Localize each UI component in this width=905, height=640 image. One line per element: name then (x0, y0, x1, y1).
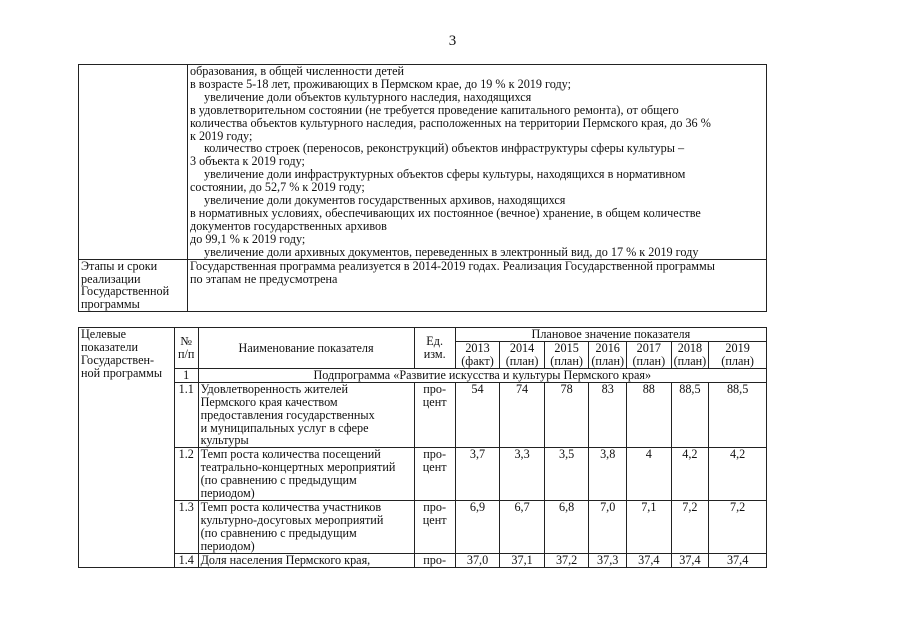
row-name-line: театрально-концертных мероприятий (200, 460, 396, 475)
row-value: 7,0 (589, 500, 627, 553)
row-value: 88 (627, 382, 672, 448)
row-unit-line: про- (423, 552, 447, 567)
stages-label-line: программы (81, 297, 140, 312)
goal-label-line: Государствен- (81, 352, 155, 367)
goal-label-cell (79, 328, 175, 568)
row-unit (414, 553, 455, 567)
row-no: 1.1 (174, 382, 198, 448)
goals-line: увеличение доли инфраструктурных объектов сферы культуры, находящихся в нормативном (204, 167, 686, 182)
table-row (79, 382, 767, 448)
goals-line: в нормативных условиях, обеспечивающих их постоянное (вечное) хранение, в общем количестве (190, 205, 701, 220)
table-row (79, 448, 767, 501)
stages-label-cell (79, 259, 188, 312)
row-no: 1.3 (174, 500, 198, 553)
indicators-table (78, 327, 767, 568)
row-name-line: периодом) (200, 538, 255, 553)
row-unit (414, 500, 455, 553)
year-label: 2018 (677, 340, 703, 355)
row-name-line: (по сравнению с предыдущим (200, 525, 357, 540)
stages-text-cell (188, 259, 767, 312)
goals-line: увеличение доли документов государственных архивов, находящихся (204, 193, 566, 208)
year-note: (план) (591, 353, 625, 368)
row-value: 4,2 (671, 448, 709, 501)
year-header (589, 341, 627, 368)
header-unit-line: изм. (423, 346, 446, 361)
row-value: 3,5 (544, 448, 589, 501)
year-header (455, 341, 500, 368)
goal-label-line: Целевые (81, 327, 127, 341)
year-note: (план) (550, 353, 583, 368)
goals-line: до 99,1 % к 2019 году; (190, 231, 306, 246)
year-header (627, 341, 672, 368)
year-header (500, 341, 545, 368)
year-label: 2014 (509, 340, 535, 355)
stages-text-line: по этапам не предусмотрена (190, 271, 338, 286)
header-unit-line: Ед. (426, 334, 443, 349)
goals-line: увеличение доли объектов культурного наследия, находящихся (204, 89, 532, 104)
goals-line: 3 объекта к 2019 году; (190, 154, 305, 169)
row-unit-line: про- (423, 381, 447, 396)
year-label: 2015 (554, 340, 579, 355)
stages-label-line: Этапы и сроки (81, 258, 158, 273)
row-name-line: Темп роста количества участников (200, 499, 382, 514)
row-unit-line: про- (423, 499, 447, 514)
row-name-line: культурно-досуговых мероприятий (200, 512, 384, 527)
row-unit (414, 448, 455, 501)
goal-label-line: ной программы (81, 365, 163, 380)
header-row-1 (79, 328, 767, 342)
goals-line: состоянии, до 52,7 % к 2019 году; (190, 180, 365, 195)
table-row (79, 500, 767, 553)
row-value: 6,7 (500, 500, 545, 553)
row-unit-line: цент (422, 394, 447, 409)
row-value: 6,9 (455, 500, 500, 553)
row-name-line: (по сравнению с предыдущим (200, 473, 357, 488)
year-note: (план) (673, 353, 707, 368)
row-name-line: предоставления государственных (200, 407, 375, 422)
row-value: 7,1 (627, 500, 672, 553)
row-value: 3,8 (589, 448, 627, 501)
goals-continuation-row (79, 65, 767, 260)
row-name-line: Доля населения Пермского края, (200, 552, 371, 567)
header-no-line: № (180, 334, 193, 349)
goals-line: документов государственных архивов (190, 218, 387, 233)
row-name-line: Темп роста количества посещений (200, 447, 381, 462)
goals-line: количества объектов культурного наследия, расположенных на территории Пермского края, до 36 % (190, 115, 711, 130)
row-name-line: Удовлетворенность жителей (200, 381, 348, 396)
goals-line: увеличение доли архивных документов, переведенных в электронный вид, до 17 % к 2019 году (204, 244, 699, 259)
row-value: 37,4 (709, 553, 767, 567)
header-unit (414, 328, 455, 369)
year-label: 2019 (725, 340, 750, 355)
header-no (174, 328, 198, 369)
goal-label-line: показатели (81, 339, 139, 354)
goals-line: в удовлетворительном состоянии (не требуется проведение капитального ремонта), от общего (190, 102, 679, 117)
row-value: 4,2 (709, 448, 767, 501)
row-value: 78 (544, 382, 589, 448)
row-name-line: Пермского края качеством (200, 394, 338, 409)
row-value: 83 (589, 382, 627, 448)
row-value: 7,2 (709, 500, 767, 553)
page-number: 3 (448, 33, 457, 49)
row-value: 37,4 (627, 553, 672, 567)
row-unit-line: про- (423, 447, 447, 462)
row-unit-line: цент (422, 512, 447, 527)
row-value: 37,0 (455, 553, 500, 567)
row-value: 6,8 (544, 500, 589, 553)
year-label: 2013 (465, 340, 490, 355)
year-header (671, 341, 709, 368)
row-value: 88,5 (709, 382, 767, 448)
row-value: 3,3 (500, 448, 545, 501)
row-value: 74 (500, 382, 545, 448)
row-no: 1.2 (174, 448, 198, 501)
subprogram-title: Подпрограмма «Развитие искусства и культуры Пермского края» (198, 368, 766, 382)
year-note: (факт) (461, 353, 494, 368)
row-value: 88,5 (671, 382, 709, 448)
table-row (79, 553, 767, 567)
row-no: 1.4 (174, 553, 198, 567)
stages-label-line: Государственной (81, 284, 170, 299)
row-value: 37,3 (589, 553, 627, 567)
subprogram-no: 1 (174, 368, 198, 382)
year-label: 2016 (595, 340, 620, 355)
row-name (198, 382, 414, 448)
goals-line: количество строек (переносов, реконструкций) объектов инфраструктуры сферы культуры – (204, 141, 685, 156)
row-name-line: периодом) (200, 486, 255, 501)
row-unit (414, 382, 455, 448)
header-plan: Плановое значение показателя (455, 328, 766, 342)
goals-table (78, 64, 767, 312)
goals-line: в возрасте 5-18 лет, проживающих в Пермском крае, до 19 % к 2019 году; (190, 76, 571, 91)
row-name (198, 553, 414, 567)
row-name-line: и муниципальных услуг в сфере (200, 420, 369, 435)
row-name (198, 500, 414, 553)
stages-text-line: Государственная программа реализуется в 2014-2019 годах. Реализация Государственной программы (190, 258, 715, 273)
row-name (198, 448, 414, 501)
stages-row (79, 259, 767, 312)
header-name: Наименование показателя (198, 328, 414, 369)
header-no-line: п/п (178, 346, 195, 361)
row-value: 7,2 (671, 500, 709, 553)
row-name-line: культуры (200, 433, 249, 448)
year-header (709, 341, 767, 368)
goals-text-cell (188, 65, 767, 260)
row-value: 4 (627, 448, 672, 501)
goals-line: образования, в общей численности детей (190, 64, 405, 78)
row-value: 37,4 (671, 553, 709, 567)
year-header (544, 341, 589, 368)
row-unit-line: цент (422, 460, 447, 475)
year-note: (план) (632, 353, 666, 368)
year-note: (план) (505, 353, 539, 368)
year-label: 2017 (636, 340, 661, 355)
year-note: (план) (721, 353, 754, 368)
goals-line: к 2019 году; (190, 128, 253, 143)
subprogram-row (79, 368, 767, 382)
row-value: 37,2 (544, 553, 589, 567)
row-value: 3,7 (455, 448, 500, 501)
row-value: 54 (455, 382, 500, 448)
row-value: 37,1 (500, 553, 545, 567)
stages-label-line: реализации (81, 271, 141, 286)
goals-label-cell (79, 65, 188, 260)
